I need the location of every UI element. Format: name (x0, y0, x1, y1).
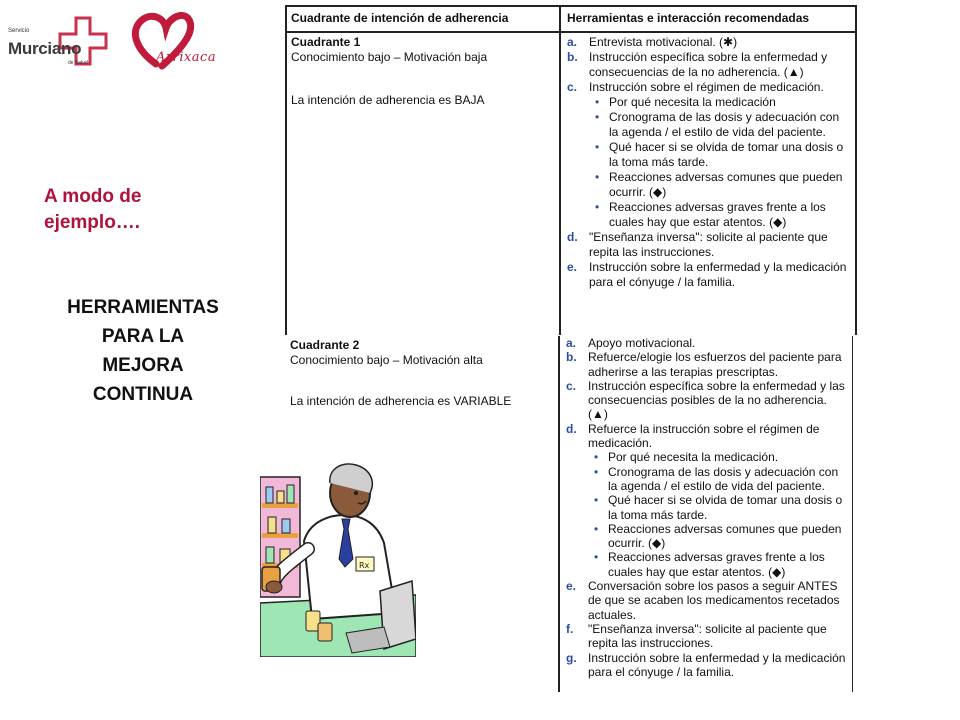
pharmacist-icon (260, 463, 416, 657)
item-text: Qué hacer si se olvida de tomar una dosis o la toma más tarde. (609, 140, 844, 169)
q2-title-block (290, 338, 552, 368)
bullet-icon: • (595, 110, 600, 124)
list-subitem (567, 200, 849, 230)
q1-subtitle: Conocimiento bajo – Motivación baja (291, 50, 488, 64)
item-letter: a. (566, 336, 577, 350)
sms-sub-text: de Salud (68, 60, 88, 66)
q2-intention: La intención de adherencia es VARIABLE (290, 394, 512, 408)
item-text: Instrucción sobre el régimen de medicación. (589, 80, 824, 94)
list-item (566, 651, 850, 680)
item-letter: a. (567, 35, 578, 49)
q2-title: Cuadrante 2 (290, 338, 360, 352)
tools-line: MEJORA (102, 355, 184, 376)
q2-tools-list (566, 336, 850, 679)
list-item (566, 422, 850, 451)
item-letter: b. (567, 50, 578, 64)
sms-logo (6, 12, 112, 74)
item-letter: e. (567, 260, 578, 274)
q1-title-block (291, 35, 553, 65)
list-item (566, 350, 850, 379)
list-item (567, 80, 849, 95)
item-letter: e. (566, 579, 577, 594)
list-item (566, 622, 850, 651)
tools-line: CONTINUA (92, 384, 194, 405)
table-header (287, 5, 855, 33)
bullet-icon: • (595, 200, 600, 214)
item-letter: d. (566, 421, 577, 436)
column-divider (559, 5, 561, 335)
bullet-icon: • (594, 450, 599, 465)
list-item (566, 379, 850, 422)
bullet-icon: • (594, 550, 599, 565)
arrixaca-logo (126, 6, 226, 76)
item-text: Instrucción sobre la enfermedad y la medicación para el cónyuge / la familia. (588, 650, 846, 679)
list-subitem (566, 522, 850, 551)
item-text: Instrucción específica sobre la enfermedad y las consecuencias posibles de la no adherencia. (▲) (588, 378, 845, 422)
list-item (567, 230, 849, 260)
item-text: Instrucción sobre la enfermedad y la medicación para el cónyuge / la familia. (589, 260, 847, 289)
rx-label: Rx (359, 561, 370, 570)
arrixaca-text: Arrixaca (156, 50, 217, 65)
item-letter: g. (566, 650, 577, 665)
item-text: Refuerce/elogie los esfuerzos del paciente para adherirse a las terapias prescriptas. (588, 350, 842, 379)
bullet-icon: • (594, 493, 599, 508)
list-item (567, 50, 849, 80)
item-text: Reacciones adversas comunes que pueden ocurrir. (◆) (608, 521, 842, 551)
item-text: Refuerce la instrucción sobre el régimen de medicación. (588, 421, 820, 451)
item-letter: c. (566, 378, 577, 393)
sms-main-text: Murciano (8, 39, 82, 58)
item-text: Cronograma de las dosis y adecuación con la agenda / el estilo de vida del paciente. (608, 464, 839, 493)
q2-subtitle: Conocimiento bajo – Motivación alta (290, 353, 483, 367)
item-text: Qué hacer si se olvida de tomar una dosis o la toma más tarde. (608, 493, 843, 522)
item-text: Reacciones adversas graves frente a los cuales hay que estar atentos. (◆) (608, 550, 825, 579)
pharmacist-clipart (260, 463, 416, 657)
list-item (566, 579, 850, 622)
item-text: Entrevista motivacional. (✱) (589, 35, 738, 49)
list-subitem (566, 493, 850, 522)
item-text: Cronograma de las dosis y adecuación con la agenda / el estilo de vida del paciente. (609, 110, 840, 139)
list-subitem (567, 110, 849, 140)
item-text: Reacciones adversas graves frente a los cuales hay que estar atentos. (◆) (609, 200, 826, 229)
item-text: Reacciones adversas comunes que pueden ocurrir. (◆) (609, 170, 843, 199)
bullet-icon: • (595, 170, 600, 184)
q1-intention: La intención de adherencia es BAJA (291, 93, 485, 107)
col1-header: Cuadrante de intención de adherencia (291, 11, 509, 25)
quadrant-1-table (285, 5, 857, 335)
item-letter: f. (566, 621, 574, 636)
list-subitem (566, 550, 850, 579)
item-text: Apoyo motivacional. (588, 336, 696, 350)
bullet-icon: • (595, 140, 600, 154)
tools-line: PARA LA (101, 326, 185, 347)
bullet-icon: • (594, 521, 599, 536)
list-item (567, 35, 849, 50)
list-item (566, 336, 850, 350)
list-subitem (566, 465, 850, 494)
list-subitem (567, 95, 849, 110)
list-subitem (567, 170, 849, 200)
bullet-icon: • (595, 95, 600, 109)
item-text: "Enseñanza inversa": solicite al paciente que repita las instrucciones. (589, 230, 828, 259)
item-letter: c. (567, 80, 578, 94)
item-letter: b. (566, 350, 577, 365)
q1-tools-list (567, 35, 849, 290)
item-letter: d. (567, 230, 578, 244)
item-text: "Enseñanza inversa": solicite al paciente que repita las instrucciones. (588, 621, 827, 651)
tools-line: HERRAMIENTAS (67, 297, 219, 318)
list-item (567, 260, 849, 290)
heart-icon (126, 6, 226, 76)
item-text: Instrucción específica sobre la enfermedad y consecuencias de la no adherencia. (▲) (589, 50, 828, 79)
list-subitem (567, 140, 849, 170)
list-subitem (566, 450, 850, 464)
col2-header: Herramientas e interacción recomendadas (567, 11, 810, 25)
item-text: Conversación sobre los pasos a seguir ANTES de que se acaben los medicamentos recetados actuales. (588, 579, 840, 622)
column-divider (558, 336, 560, 692)
right-border (852, 336, 853, 692)
q1-title: Cuadrante 1 (291, 35, 361, 49)
tools-heading (38, 293, 248, 409)
example-heading: A modo de ejemplo…. (44, 186, 142, 233)
item-text: Por qué necesita la medicación (609, 95, 776, 109)
bullet-icon: • (594, 464, 599, 479)
sms-small-text: Servicio (8, 28, 30, 34)
item-text: Por qué necesita la medicación. (608, 450, 779, 465)
